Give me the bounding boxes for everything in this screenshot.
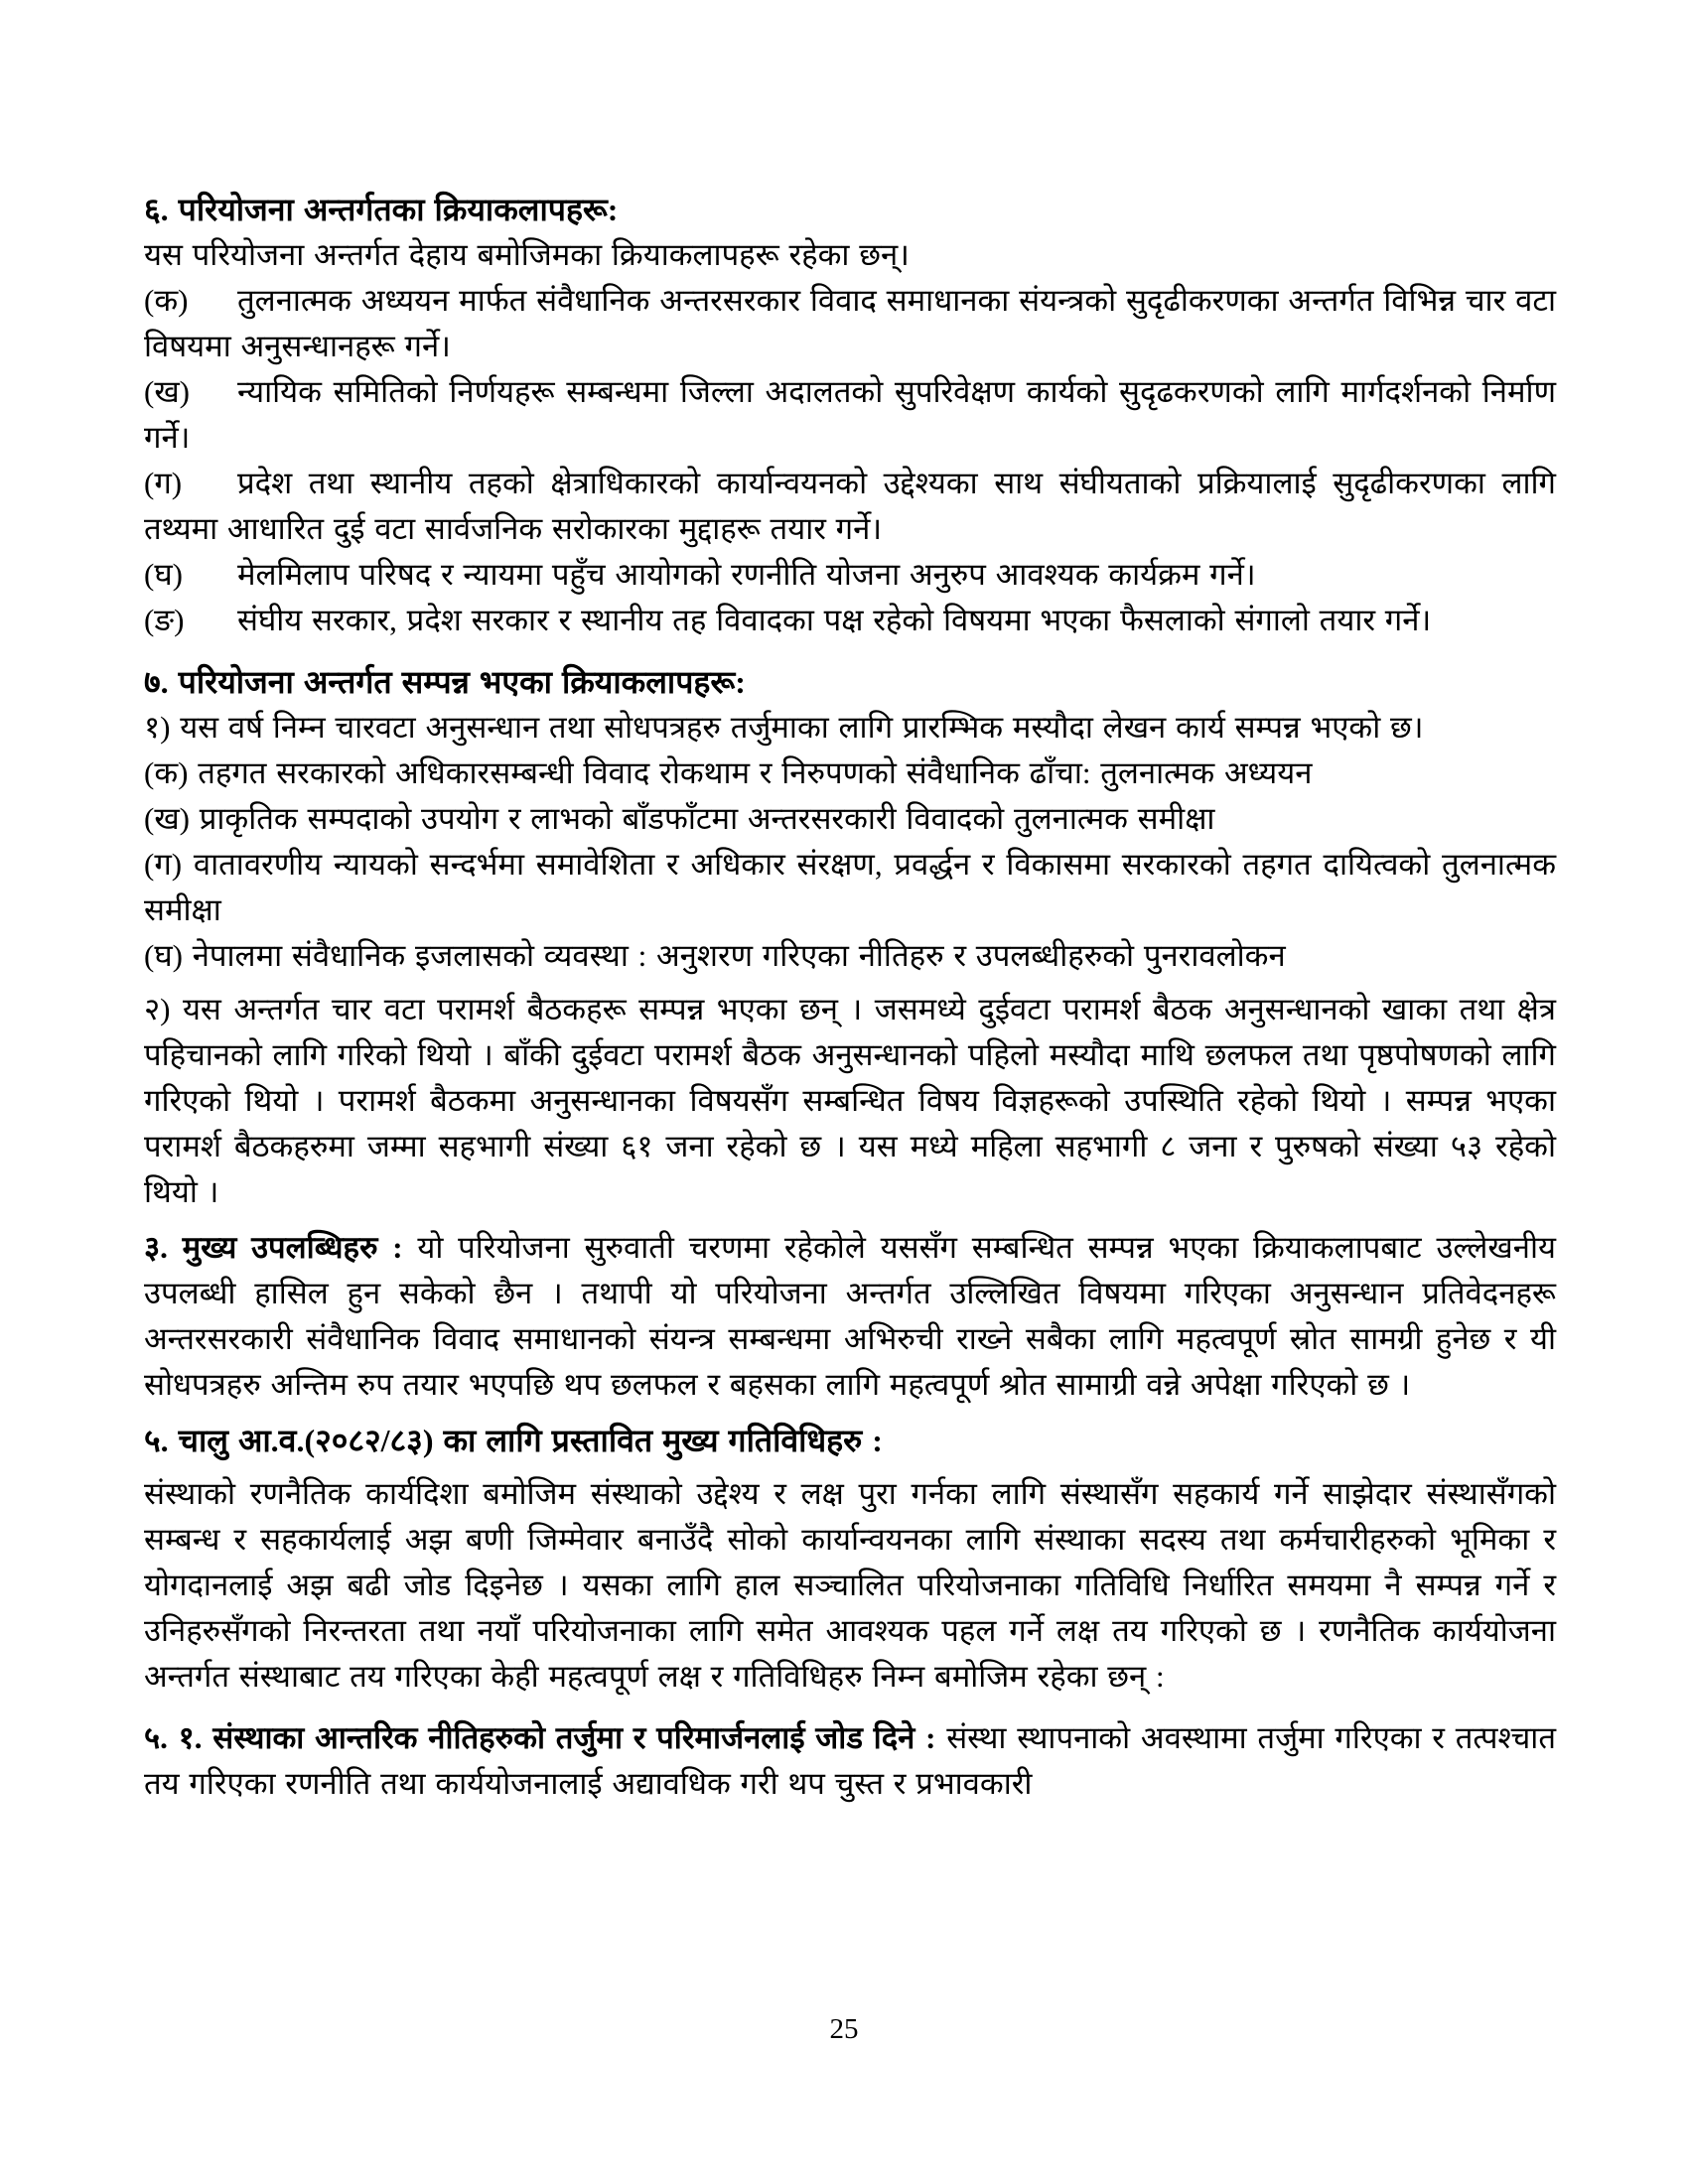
list-item xyxy=(144,461,1556,552)
list-item-text: न्यायिक समितिको निर्णयहरू सम्बन्धमा जिल्ला अदालतको सुपरिवेक्षण कार्यको सुदृढकरणको लागि मार्गदर्शनको निर्माण गर्ने। xyxy=(144,374,1556,455)
section-3-paragraph xyxy=(144,1225,1556,1408)
document-body xyxy=(144,187,1556,1807)
list-item-text: संघीय सरकार, प्रदेश सरकार र स्थानीय तह विवादका पक्ष रहेको विषयमा भएका फैसलाको संगालो तयार गर्ने। xyxy=(237,603,1432,637)
list-item-text: तुलनात्मक अध्ययन मार्फत संवैधानिक अन्तरसरकार विवाद समाधानका संयन्त्रको सुदृढीकरणका अन्तर्गत विभिन्न चार वटा विषयमा अनुसन्धानहरू गर्ने। xyxy=(144,283,1556,363)
section-5-1-paragraph xyxy=(144,1715,1556,1807)
section-7-subitem: (ग) वातावरणीय न्यायको सन्दर्भमा समावेशिता र अधिकार संरक्षण, प्रवर्द्धन र विकासमा सरकारको तहगत दायित्वको तुलनात्मक समीक्षा xyxy=(144,847,1556,927)
section-7-point-1: १) यस वर्ष निम्न चारवटा अनुसन्धान तथा सोधपत्रहरु तर्जुमाका लागि प्रारम्भिक मस्यौदा लेखन कार्य सम्पन्न भएको छ। xyxy=(144,710,1424,745)
list-item-marker: (घ) xyxy=(144,557,183,592)
list-item xyxy=(144,598,1556,643)
list-item-marker: (ग) xyxy=(144,466,183,500)
list-item-marker: (ख) xyxy=(144,374,191,409)
section-3-text: यो परियोजना सुरुवाती चरणमा रहेकोले यससँग सम्बन्धित सम्पन्न भएका क्रियाकलापबाट उल्लेखनीय उपलब्धी हासिल हुन सकेको छैन । तथापी यो परियोजना अन्तर्गत उल्लिखित विषयमा गरिएका अनुसन्धान प्रतिवेदनहरू अन्तरसरकारी संवैधानिक विवाद समाधानको संयन्त्र सम्बन्धमा अभिरुची राख्ने सबैका लागि महत्वपूर्ण स्रोत सामग्री हुनेछ र यी सोधपत्रहरु अन्तिम रुप तयार भएपछि थप छलफल र बहसका लागि महत्वपूर्ण श्रोत सामाग्री वन्ने अपेक्षा गरिएको छ । xyxy=(144,1230,1557,1402)
section-7-subitem: (ख) प्राकृतिक सम्पदाको उपयोग र लाभको बाँडफाँटमा अन्तरसरकारी विवादको तुलनात्मक समीक्षा xyxy=(144,801,1215,836)
section-7-subitem: (घ) नेपालमा संवैधानिक इजलासको व्यवस्था : अनुशरण गरिएका नीतिहरु र उपलब्धीहरुको पुनरावलोकन xyxy=(144,938,1286,973)
section-5-heading: ५. चालु आ.व.(२०८२/८३) का लागि प्रस्तावित मुख्य गतिविधिहरु : xyxy=(144,1423,883,1458)
section-7-point-2: २) यस अन्तर्गत चार वटा परामर्श बैठकहरू सम्पन्न भएका छन् । जसमध्ये दुईवटा परामर्श बैठक अनुसन्धानको खाका तथा क्षेत्र पहिचानको लागि गरिको थियो । बाँकी दुईवटा परामर्श बैठक अनुसन्धानको पहिलो मस्यौदा माथि छलफल तथा पृष्ठपोषणको लागि गरिएको थियो । परामर्श बैठकमा अनुसन्धानका विषयसँग सम्बन्धित विषय विज्ञहरूको उपस्थिति रहेको थियो । सम्पन्न भएका परामर्श बैठकहरुमा जम्मा सहभागी संख्या ६१ जना रहेको छ । यस मध्ये महिला सहभागी ८ जना र पुरुषको संख्या ५३ रहेको थियो । xyxy=(144,992,1556,1209)
section-6-intro: यस परियोजना अन्तर्गत देहाय बमोजिमका क्रियाकलापहरू रहेका छन्। xyxy=(144,237,910,272)
section-5-1-lead: ५. १. संस्थाका आन्तरिक नीतिहरुको तर्जुमा र परिमार्जनलाई जोड दिने : xyxy=(144,1720,936,1755)
list-item-marker: (क) xyxy=(144,283,189,318)
section-3-lead: ३. मुख्य उपलब्धिहरु : xyxy=(144,1230,403,1265)
list-item-text: प्रदेश तथा स्थानीय तहको क्षेत्राधिकारको कार्यान्वयनको उद्देश्यका साथ संघीयताको प्रक्रियालाई सुदृढीकरणका लागि तथ्यमा आधारित दुई वटा सार्वजनिक सरोकारका मुद्दाहरू तयार गर्ने। xyxy=(144,466,1556,546)
page-number: 25 xyxy=(829,2013,859,2045)
list-item xyxy=(144,369,1556,461)
section-6-heading: ६. परियोजना अन्तर्गतका क्रियाकलापहरू: xyxy=(144,192,619,227)
section-7-subitem: (क) तहगत सरकारको अधिकारसम्बन्धी विवाद रोकथाम र निरुपणको संवैधानिक ढाँचा: तुलनात्मक अध्ययन xyxy=(144,755,1313,790)
list-item-text: मेलमिलाप परिषद र न्यायमा पहुँच आयोगको रणनीति योजना अनुरुप आवश्यक कार्यक्रम गर्ने। xyxy=(237,557,1256,592)
section-7-heading: ७. परियोजना अन्तर्गत सम्पन्न भएका क्रियाकलापहरू: xyxy=(144,664,746,700)
list-item-marker: (ङ) xyxy=(144,603,185,637)
list-item xyxy=(144,552,1556,598)
section-5-body: संस्थाको रणनैतिक कार्यदिशा बमोजिम संस्थाको उद्देश्य र लक्ष पुरा गर्नका लागि संस्थासँग सहकार्य गर्ने साझेदार संस्थासँगको सम्बन्ध र सहकार्यलाई अझ बणी जिम्मेवार बनाउँदै सोको कार्यान्वयनका लागि संस्थाका सदस्य तथा कर्मचारीहरुको भूमिका र योगदानलाई अझ बढी जोड दिइनेछ । यसका लागि हाल सञ्चालित परियोजनाका गतिविधि निर्धारित समयमा नै सम्पन्न गर्ने र उनिहरुसँगको निरन्तरता तथा नयाँ परियोजनाका लागि समेत आवश्यक पहल गर्ने लक्ष तय गरिएको छ । रणनैतिक कार्ययोजना अन्तर्गत संस्थाबाट तय गरिएका केही महत्वपूर्ण लक्ष र गतिविधिहरु निम्न बमोजिम रहेका छन् : xyxy=(144,1476,1556,1694)
list-item xyxy=(144,278,1556,369)
section-5-1-text: संस्था स्थापनाको अवस्थामा तर्जुमा गरिएका र तत्पश्चात तय गरिएका रणनीति तथा कार्ययोजनालाई अद्यावधिक गरी थप चुस्त र प्रभावकारी xyxy=(144,1720,1557,1801)
